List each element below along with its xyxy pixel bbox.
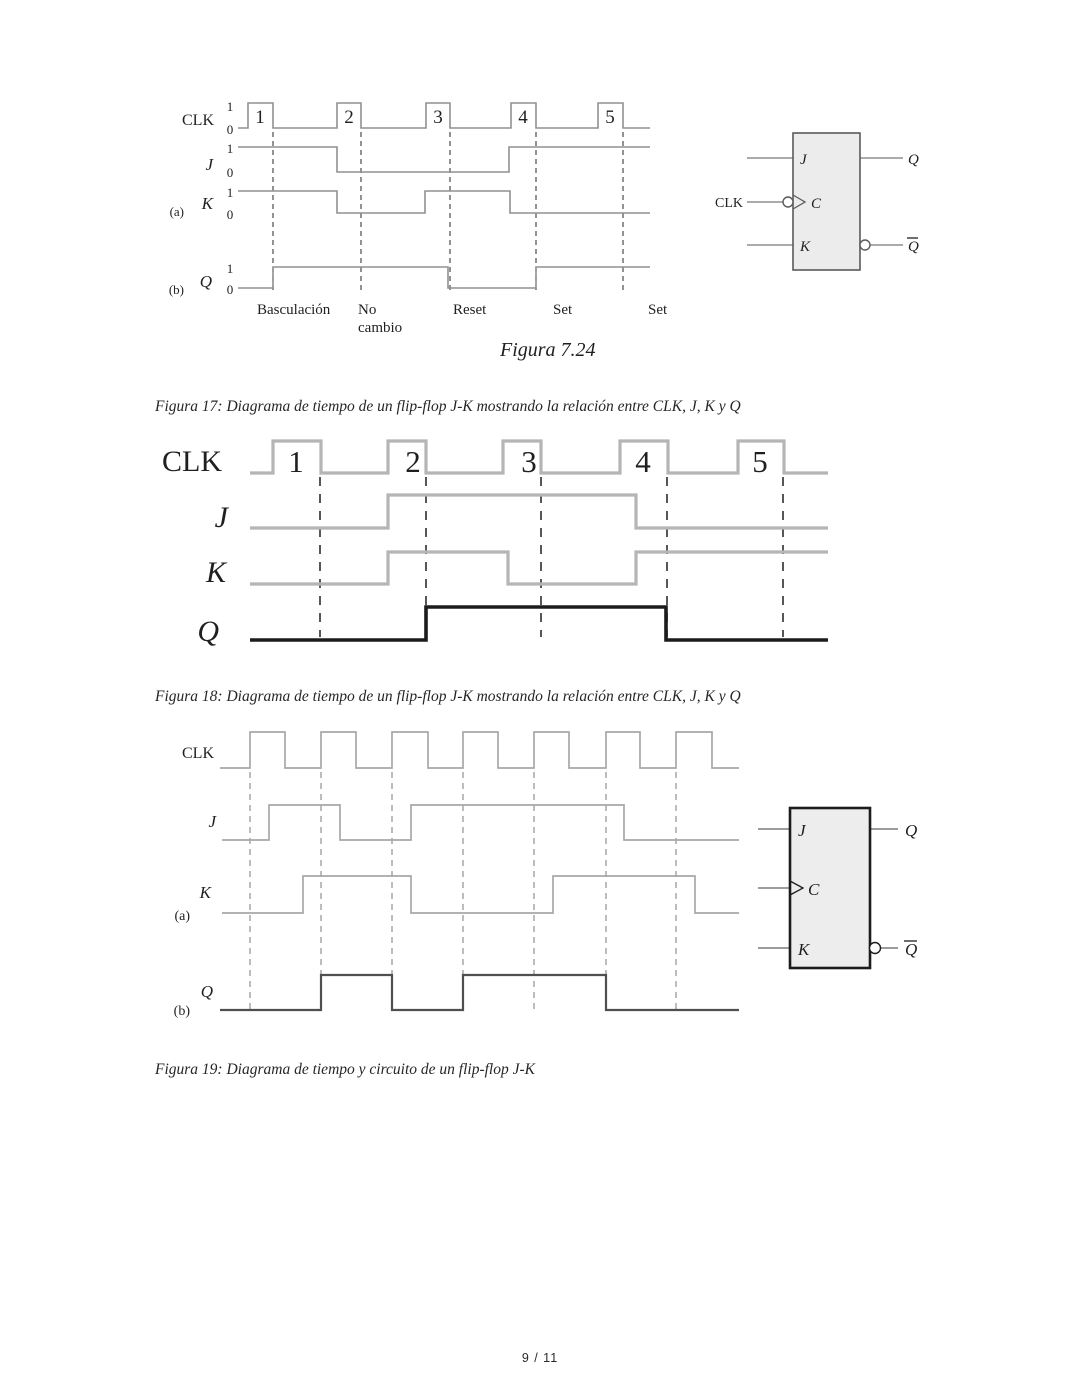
fig1-clk-level-1: 1 (226, 99, 234, 114)
fig2-k-waveform (250, 552, 828, 584)
fig2-pulse-number: 5 (752, 444, 768, 479)
fig1-pulse-number: 5 (605, 107, 615, 128)
figure3-jk-timing-and-circuit (150, 720, 940, 1020)
fig2-k-label: K (205, 556, 226, 589)
fig1-clock-bubble-icon (783, 197, 793, 207)
fig1-k-waveform (238, 191, 650, 213)
fig1-clk-waveform (238, 103, 650, 128)
fig3-ff-k-label: K (798, 940, 810, 959)
fig1-k-level-1: 1 (226, 185, 234, 200)
fig1-k-level-0: 0 (226, 207, 234, 222)
fig1-ff-k-label: K (800, 239, 811, 255)
fig2-j-label: J (214, 501, 228, 534)
fig3-row-a-marker: (a) (174, 909, 190, 924)
fig3-j-waveform (222, 805, 739, 840)
fig3-q-label: Q (200, 982, 213, 1001)
fig2-q-label: Q (197, 615, 219, 648)
fig1-q-waveform (238, 267, 650, 288)
fig3-k-waveform (222, 876, 739, 913)
fig1-j-label: J (205, 155, 213, 174)
fig1-pulse-number: 3 (433, 107, 443, 128)
fig1-source-caption: Figura 7.24 (500, 339, 596, 361)
fig3-clk-waveform (220, 732, 739, 768)
figure1-jk-timing-diagram (150, 85, 1010, 370)
fig1-q-level-0: 0 (226, 282, 234, 297)
fig1-clk-level-0: 0 (226, 122, 234, 137)
fig3-q-waveform (220, 975, 739, 1010)
fig1-q-level-1: 1 (226, 261, 234, 276)
figure2-jk-timing-diagram (145, 430, 865, 655)
figure18-caption: Figura 18: Diagrama de tiempo de un flip-flop J-K mostrando la relación entre CLK, J, K y Q (155, 688, 741, 705)
fig1-j-level-1: 1 (226, 141, 234, 156)
fig3-ff-c-label: C (808, 880, 820, 899)
fig1-ff-c-label: C (811, 196, 822, 212)
fig2-pulse-number: 2 (405, 444, 421, 479)
fig1-q-label: Q (199, 272, 212, 291)
fig3-k-label: K (199, 883, 211, 902)
fig1-pulse-number: 2 (344, 107, 354, 128)
fig1-row-b-marker: (b) (168, 282, 184, 297)
fig3-ff-qbar-output-label: Q (905, 940, 918, 959)
fig1-event-cambio: cambio (358, 320, 403, 336)
fig2-pulse-number: 1 (288, 444, 304, 479)
page-number: 9 / 11 (521, 1351, 559, 1365)
fig3-qbar-bubble-icon (870, 943, 881, 954)
fig3-j-label: J (208, 812, 216, 831)
fig1-event-set1: Set (553, 302, 573, 318)
fig1-event-no: No (358, 302, 377, 318)
fig1-clk-label: CLK (182, 112, 214, 129)
fig1-j-waveform (238, 147, 650, 172)
fig1-ff-q-output-label: Q (908, 152, 919, 168)
fig3-ff-j-label: J (798, 821, 806, 840)
figure19-caption: Figura 19: Diagrama de tiempo y circuito de un flip-flop J-K (155, 1061, 535, 1078)
fig1-ff-j-label: J (800, 152, 807, 168)
fig1-pulse-number: 4 (518, 107, 528, 128)
figure17-caption: Figura 17: Diagrama de tiempo de un flip-flop J-K mostrando la relación entre CLK, J, K y Q (155, 398, 741, 415)
fig1-ff-qbar-output-label: Q (908, 239, 919, 255)
fig1-event-reset: Reset (453, 302, 487, 318)
fig2-pulse-number: 3 (521, 444, 537, 479)
fig3-ff-q-output-label: Q (905, 821, 918, 840)
fig2-pulse-number: 4 (635, 444, 651, 479)
fig1-k-label: K (201, 194, 213, 213)
fig1-row-a-marker: (a) (169, 204, 184, 219)
fig1-qbar-bubble-icon (860, 240, 870, 250)
fig1-j-level-0: 0 (226, 165, 234, 180)
fig3-clk-label: CLK (182, 745, 214, 762)
fig2-j-waveform (250, 495, 828, 528)
fig3-row-b-marker: (b) (173, 1004, 190, 1019)
fig1-event-set2: Set (648, 302, 668, 318)
fig1-event-basculacion: Basculación (257, 302, 331, 318)
fig2-clk-waveform (250, 441, 828, 473)
fig2-q-waveform (250, 607, 828, 640)
fig1-pulse-number: 1 (255, 107, 265, 128)
fig2-clk-label: CLK (162, 445, 222, 478)
fig1-ff-clk-label: CLK (715, 196, 743, 211)
